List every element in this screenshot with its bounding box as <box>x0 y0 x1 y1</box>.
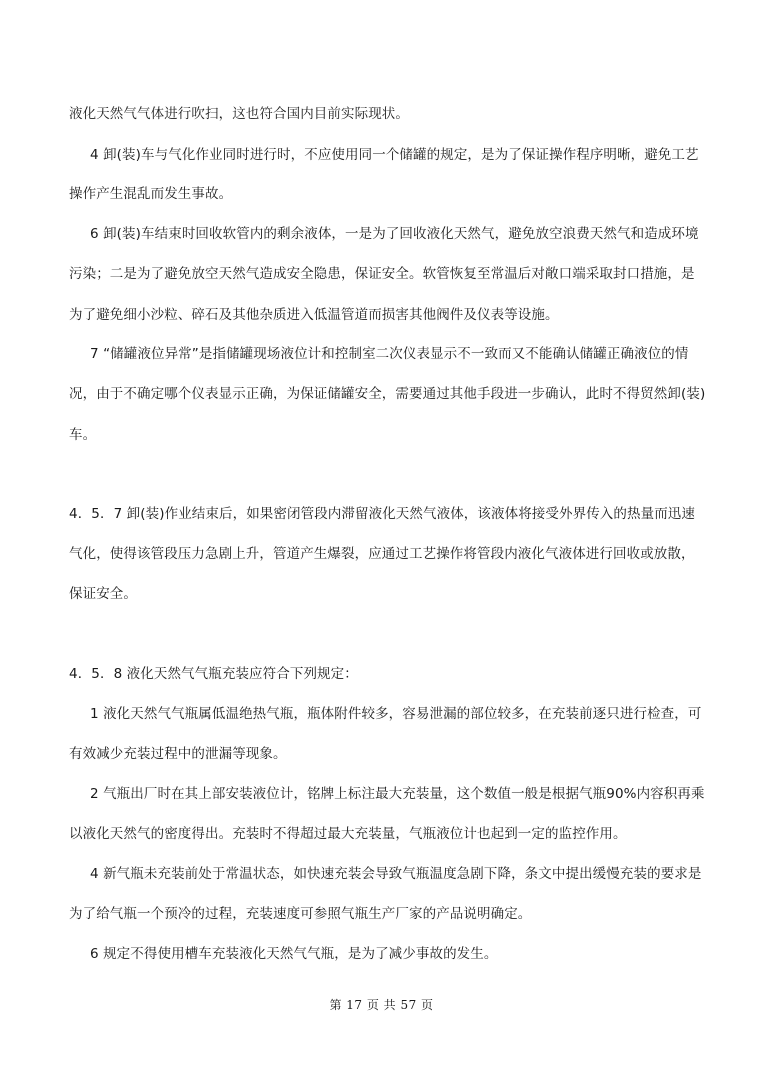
page-number-footer: 第 17 页 共 57 页 <box>329 998 434 1012</box>
text-line: 4．5．7 卸(装)作业结束后，如果密闭管段内滞留液化天然气液体，该液体将接受外界传入的热量而迅速 <box>69 506 695 522</box>
text-line: 为了避免细小沙粒、碎石及其他杂质进入低温管道而损害其他阀件及仪表等设施。 <box>69 307 559 323</box>
text-line: 6 规定不得使用槽车充装液化天然气气瓶，是为了减少事故的发生。 <box>90 946 498 962</box>
text-line: 4 新气瓶未充装前处于常温状态，如快速充装会导致气瓶温度急剧下降，条文中提出缓慢充装的要求是 <box>90 866 702 882</box>
text-line: 气化，使得该管段压力急剧上升，管道产生爆裂，应通过工艺操作将管段内液化气液体进行回收或放散， <box>69 546 695 562</box>
text-line: 操作产生混乱而发生事故。 <box>69 186 233 202</box>
text-line: 1 液化天然气气瓶属低温绝热气瓶，瓶体附件较多，容易泄漏的部位较多，在充装前逐只进行检查，可 <box>90 706 702 722</box>
text-line: 污染；二是为了避免放空天然气造成安全隐患，保证安全。软管恢复至常温后对敞口端采取封口措施，是 <box>69 266 695 282</box>
text-line: 液化天然气气体进行吹扫，这也符合国内目前实际现状。 <box>69 106 409 122</box>
text-line: 4．5．8 液化天然气气瓶充装应符合下列规定： <box>69 666 358 682</box>
text-line: 以液化天然气的密度得出。充装时不得超过最大充装量，气瓶液位计也起到一定的监控作用。 <box>69 826 627 842</box>
text-line: 2 气瓶出厂时在其上部安装液位计，铭牌上标注最大充装量，这个数值一般是根据气瓶90%内容积再乘 <box>90 786 705 802</box>
text-line: 有效减少充装过程中的泄漏等现象。 <box>69 746 287 762</box>
text-line: 车。 <box>69 427 97 443</box>
text-line: 为了给气瓶一个预冷的过程，充装速度可参照气瓶生产厂家的产品说明确定。 <box>69 906 532 922</box>
text-line: 4 卸(装)车与气化作业同时进行时，不应使用同一个储罐的规定，是为了保证操作程序明晰，避免工艺 <box>90 147 699 163</box>
text-line: 7 “储罐液位异常”是指储罐现场液位计和控制室二次仪表显示不一致而又不能确认储罐正确液位的情 <box>90 346 689 362</box>
text-line: 保证安全。 <box>69 586 137 602</box>
text-line: 6 卸(装)车结束时回收软管内的剩余液体，一是为了回收液化天然气，避免放空浪费天然气和造成环境 <box>90 226 699 242</box>
text-line: 况，由于不确定哪个仪表显示正确，为保证储罐安全，需要通过其他手段进一步确认，此时不得贸然卸(装) <box>69 386 706 402</box>
